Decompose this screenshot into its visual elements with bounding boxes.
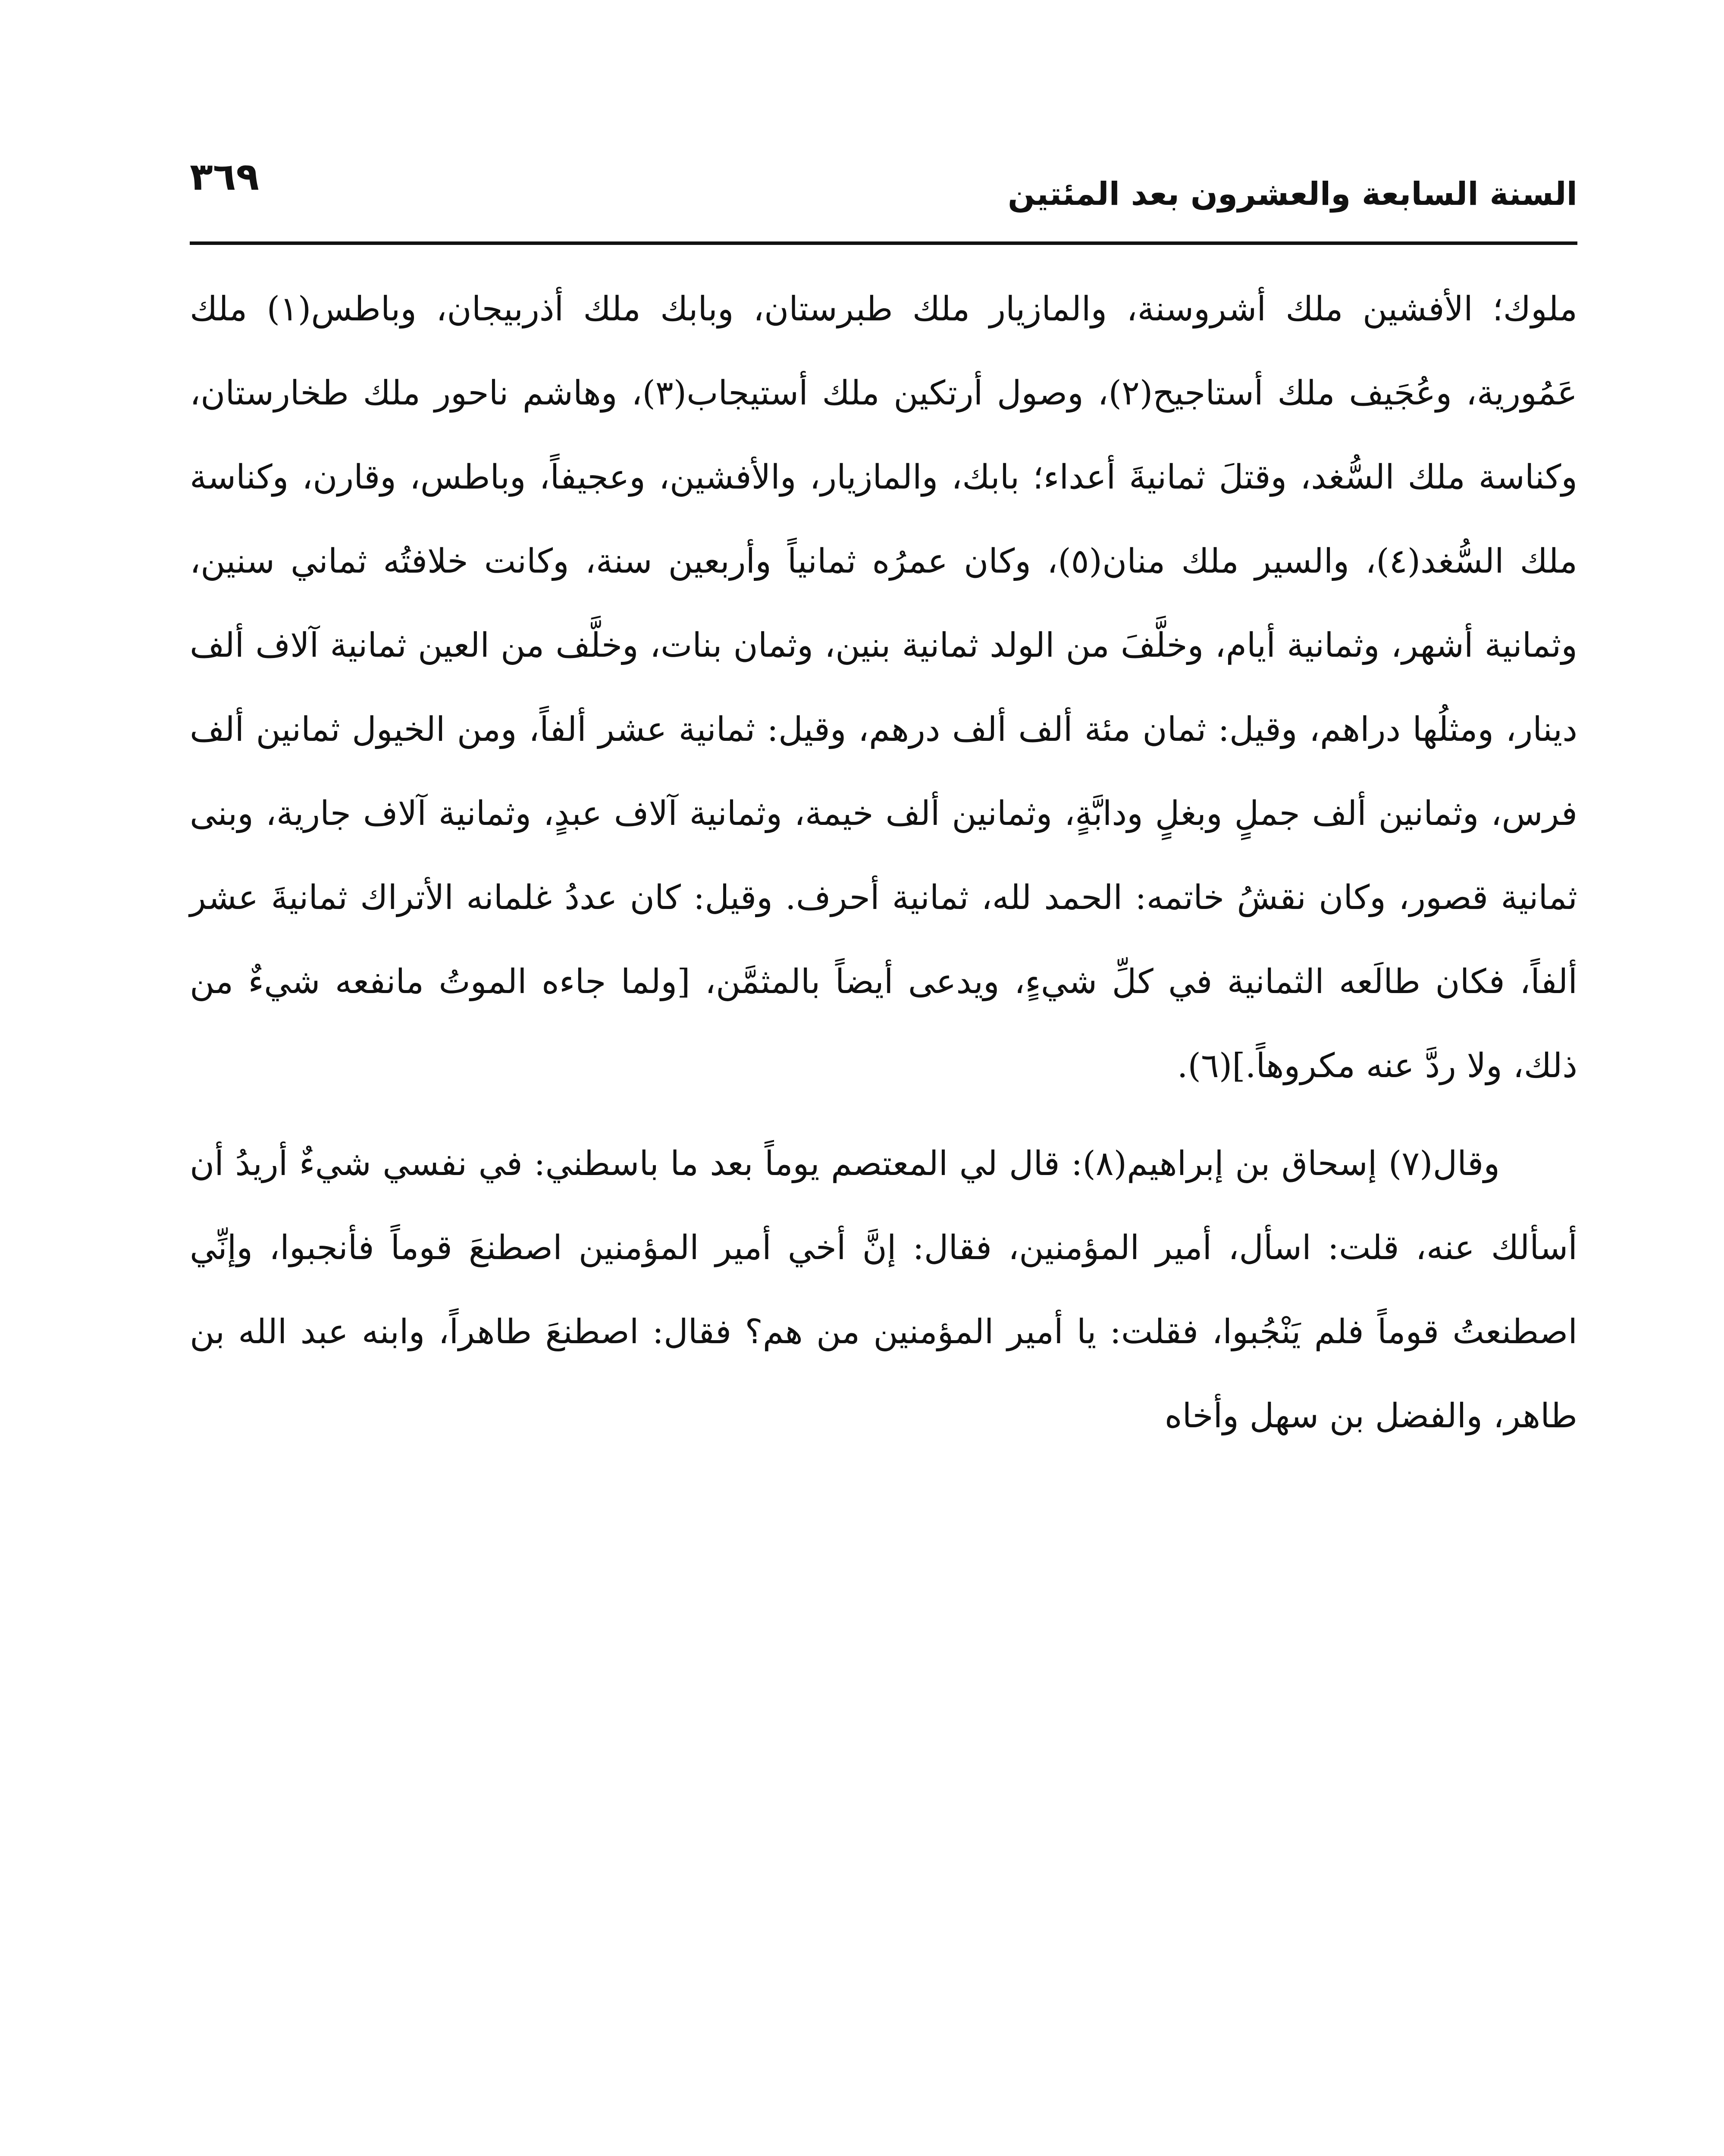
paragraph: وقال(٧) إسحاق بن إبراهيم(٨): قال لي المعتصم يوماً بعد ما باسطني: في نفسي شيءٌ أريدُ أن أسألك عنه، قلت: اسأل، أمير المؤمنين، فقال: إنَّ أخي أمير المؤمنين اصطنعَ قوماً فأنجبوا، وإنِّي اصطنعتُ قوماً فلم يَنْجُبوا، فقلت: يا أمير المؤمنين من هم؟ فقال: اصطنعَ طاهراً، وابنه عبد الله بن طاهر، والفضل بن سهل وأخاه <box>190 1144 1577 1435</box>
paragraph: ملوك؛ الأفشين ملك أشروسنة، والمازيار ملك طبرستان، وبابك ملك أذربيجان، وباطس(١) ملك عَمُورية، وعُجَيف ملك أستاجيح(٢)، وصول أرتكين ملك أستيجاب(٣)، وهاشم ناحور ملك طخارستان، وكناسة ملك السُّغد، وقتلَ ثمانيةَ أعداء؛ بابك، والمازيار، والأفشين، وعجيفاً، وباطس، وقارن، وكناسة ملك السُّغد(٤)، والسير ملك منان(٥)، وكان عمرُه ثمانياً وأربعين سنة، وكانت خلافتُه ثماني سنين، وثمانية أشهر، وثمانية أيام، وخلَّفَ من الولد ثمانية بنين، وثمان بنات، وخلَّف من العين ثمانية آلاف ألف دينار، ومثلُها دراهم، وقيل: ثمان مئة ألف ألف درهم، وقيل: ثمانية عشر ألفاً، ومن الخيول ثمانين ألف فرس، وثمانين ألف جملٍ وبغلٍ ودابَّةٍ، وثمانين ألف خيمة، وثمانية آلاف عبدٍ، وثمانية آلاف جارية، وبنى ثمانية قصور، وكان نقشُ خاتمه: الحمد لله، ثمانية أحرف. وقيل: كان عددُ غلمانه الأتراك ثمانيةَ عشر ألفاً، فكان طالَعه الثمانية في كلِّ شيءٍ، ويدعى أيضاً بالمثمَّن، [ولما جاءه الموتُ مانفعه شيءٌ من ذلك، ولا ردَّ عنه مكروهاً.](٦). <box>190 290 1577 1085</box>
page-number: ٣٦٩ <box>190 154 260 199</box>
running-title: السنة السابعة والعشرون بعد المئتين <box>1008 175 1577 213</box>
header-rule <box>190 241 1577 245</box>
main-text <box>190 267 1577 1458</box>
running-head <box>190 155 1577 220</box>
